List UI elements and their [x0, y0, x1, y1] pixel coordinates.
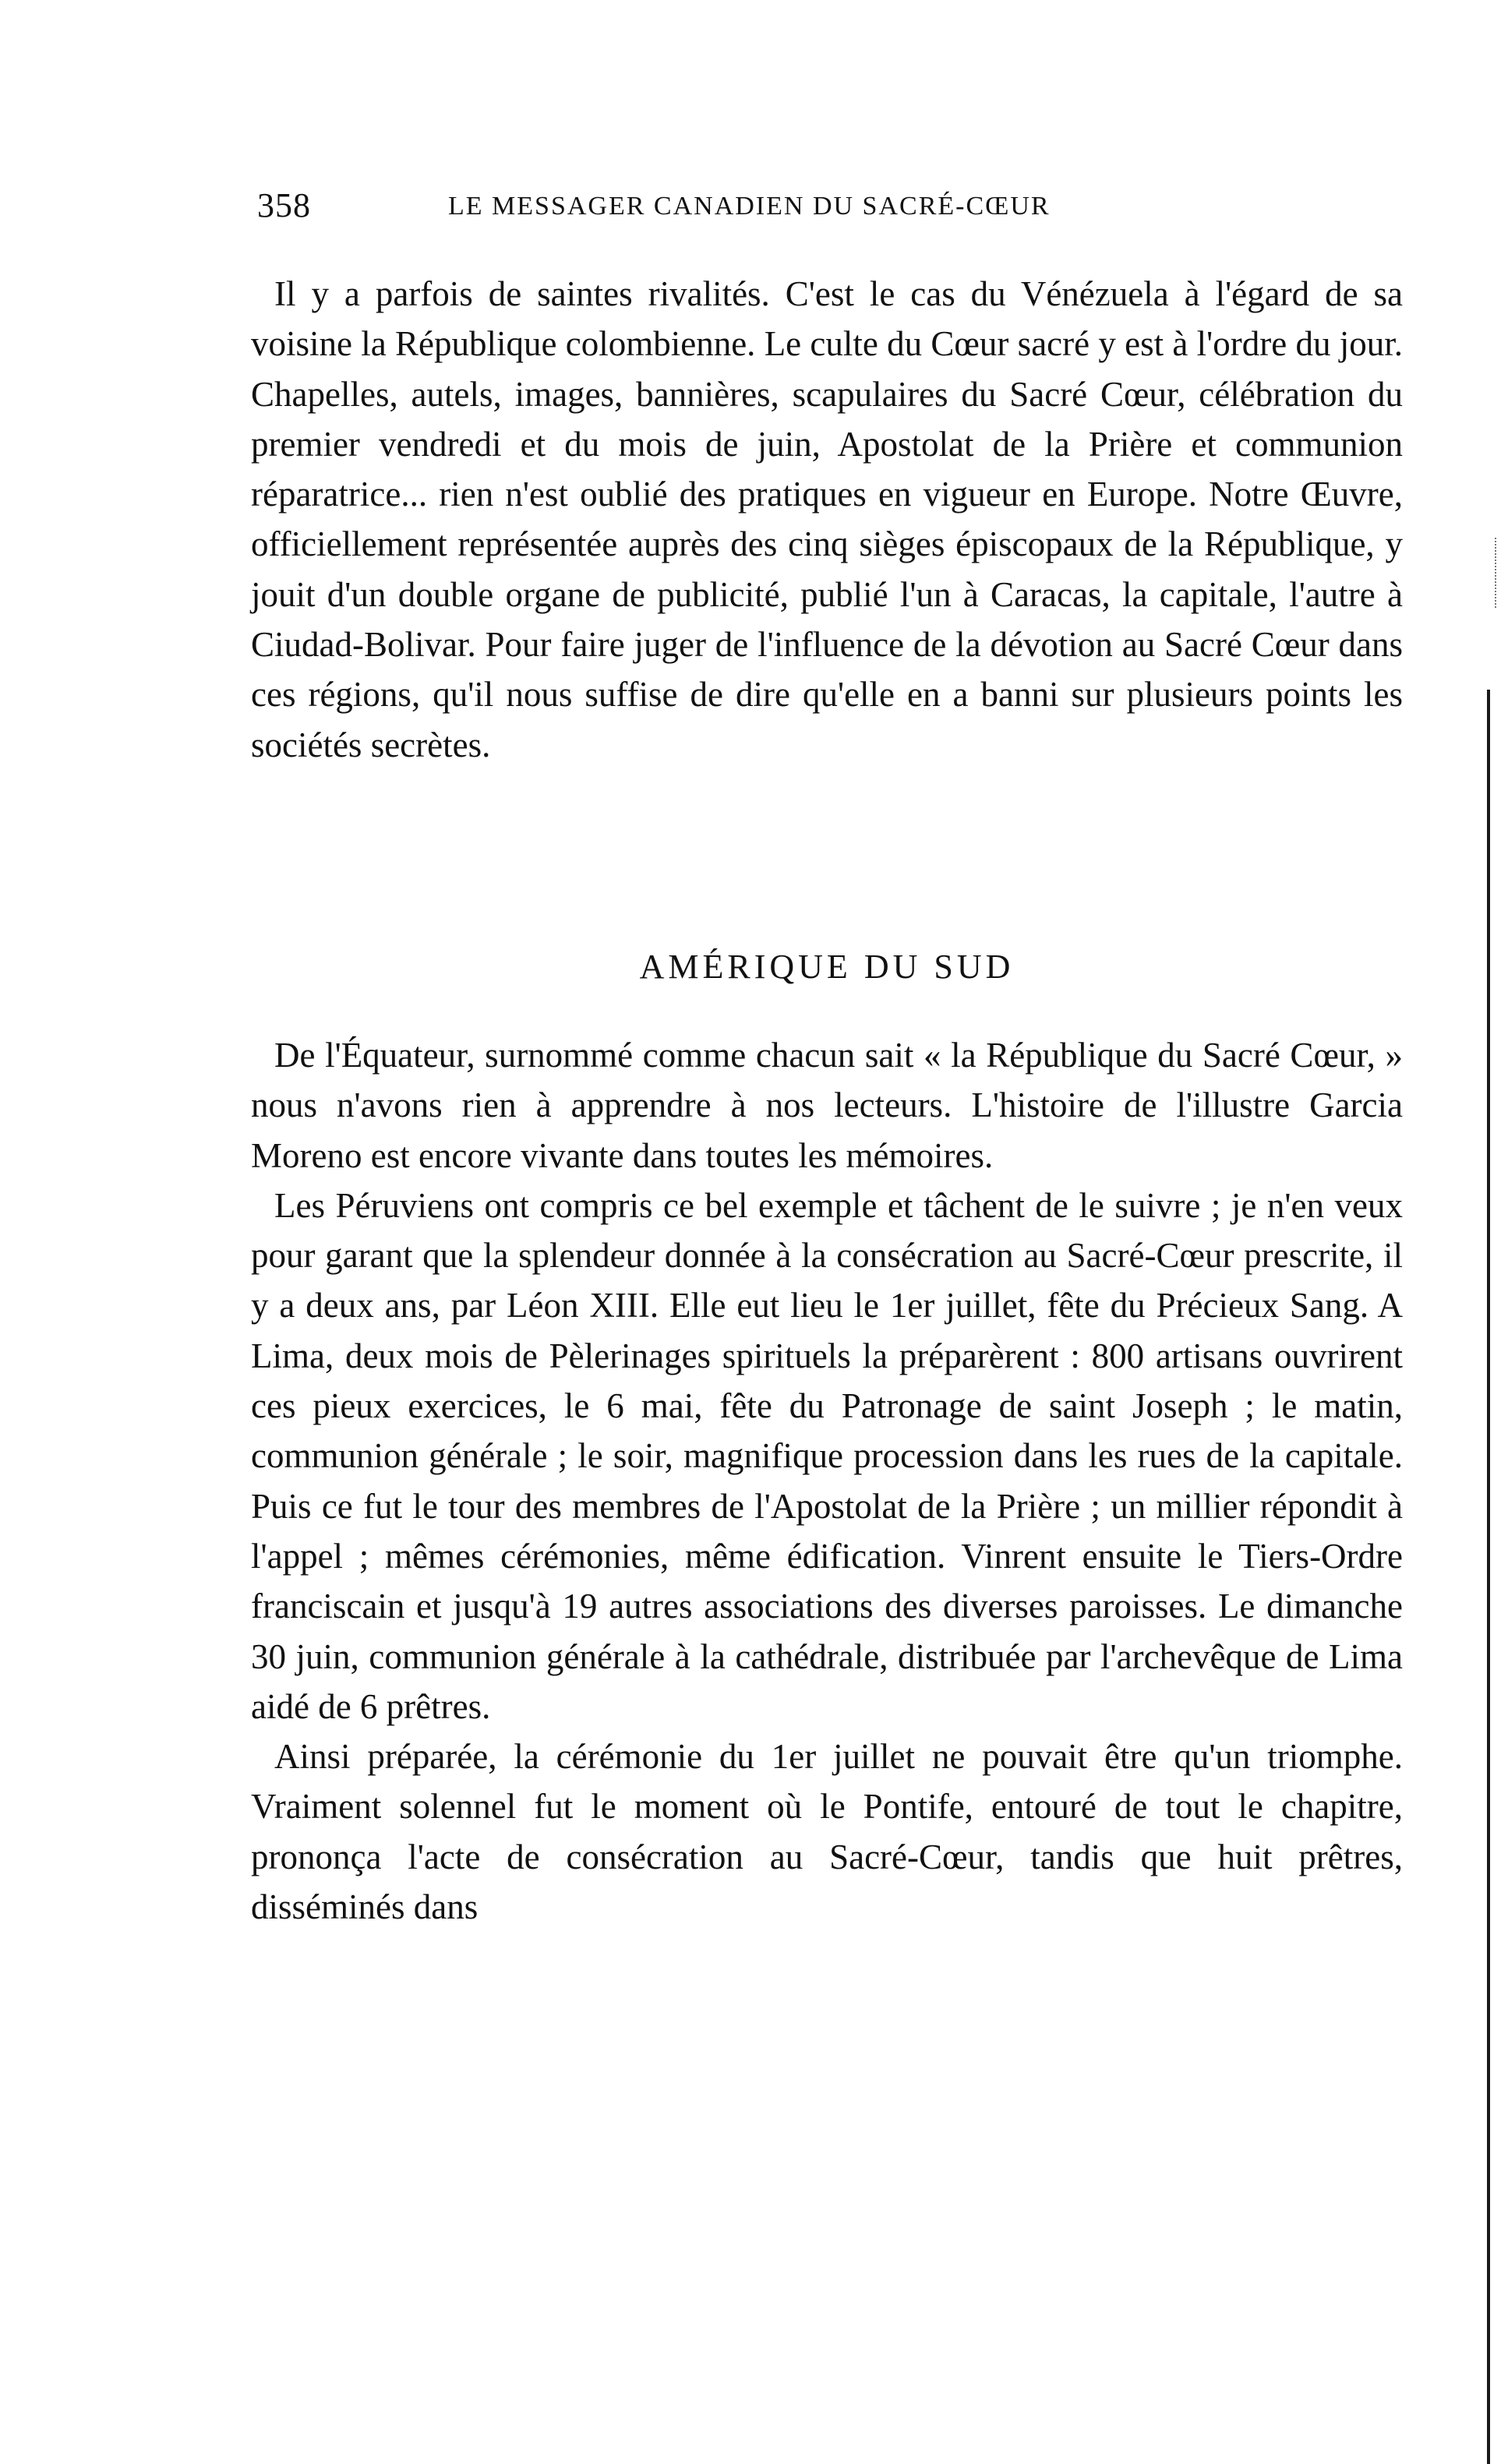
running-head	[257, 185, 1411, 232]
scan-margin-dots	[1495, 538, 1498, 608]
paragraph: De l'Équateur, surnommé comme chacun sait « la République du Sacré Cœur, » nous n'avons rien à apprendre à nos lecteurs. L'histoire de l'illustre Garcia Moreno est encore vivante dans toutes les mémoires.	[251, 1036, 1403, 1175]
body-text-top	[251, 269, 1403, 770]
paragraph: Les Péruviens ont compris ce bel exemple et tâchent de le suivre ; je n'en veux pour garant que la splendeur donnée à la consécration au Sacré-Cœur prescrite, il y a deux ans, par Léon XIII. Elle eut lieu le 1er juillet, fête du Précieux Sang. A Lima, deux mois de Pèlerinages spirituels la préparèrent : 800 artisans ouvrirent ces pieux exercices, le 6 mai, fête du Patronage de saint Joseph ; le matin, communion générale ; le soir, magnifique procession dans les rues de la capitale. Puis ce fut le tour des membres de l'Apostolat de la Prière ; un millier répondit à l'appel ; mêmes cérémonies, même édification. Vinrent ensuite le Tiers-Ordre franciscain et jusqu'à 19 autres associations des diverses paroisses. Le dimanche 30 juin, communion générale à la cathédrale, distribuée par l'archevêque de Lima aidé de 6 prêtres.	[251, 1185, 1403, 1726]
paragraph: Il y a parfois de saintes rivalités. C'est le cas du Vénézuela à l'égard de sa voisine la République colombienne. Le culte du Cœur sacré y est à l'ordre du jour. Chapelles, autels, images, bannières, scapulaires du Sacré Cœur, célébration du premier vendredi et du mois de juin, Apostolat de la Prière et communion réparatrice... rien n'est oublié des pratiques en vigueur en Europe. Notre Œuvre, officiellement représentée auprès des cinq sièges épiscopaux de la République, y jouit d'un double organe de publicité, publié l'un à Caracas, la capitale, l'autre à Ciudad-Bolivar. Pour faire juger de l'influence de la dévotion au Sacré Cœur dans ces régions, qu'il nous suffise de dire qu'elle en a banni sur plusieurs points les sociétés secrètes.	[251, 274, 1403, 764]
scan-page-edge	[1487, 690, 1490, 2464]
running-title: LE MESSAGER CANADIEN DU SACRÉ-CŒUR	[448, 192, 1051, 221]
paragraph: Ainsi préparée, la cérémonie du 1er juillet ne pouvait être qu'un triomphe. Vraiment solennel fut le moment où le Pontife, entouré de tout le chapitre, prononça l'acte de consécration au Sacré-Cœur, tandis que huit prêtres, disséminés dans	[251, 1737, 1403, 1927]
section-heading: AMÉRIQUE DU SUD	[639, 948, 1015, 986]
body-text-bottom	[251, 1030, 1403, 1932]
page-number: 358	[257, 186, 311, 224]
